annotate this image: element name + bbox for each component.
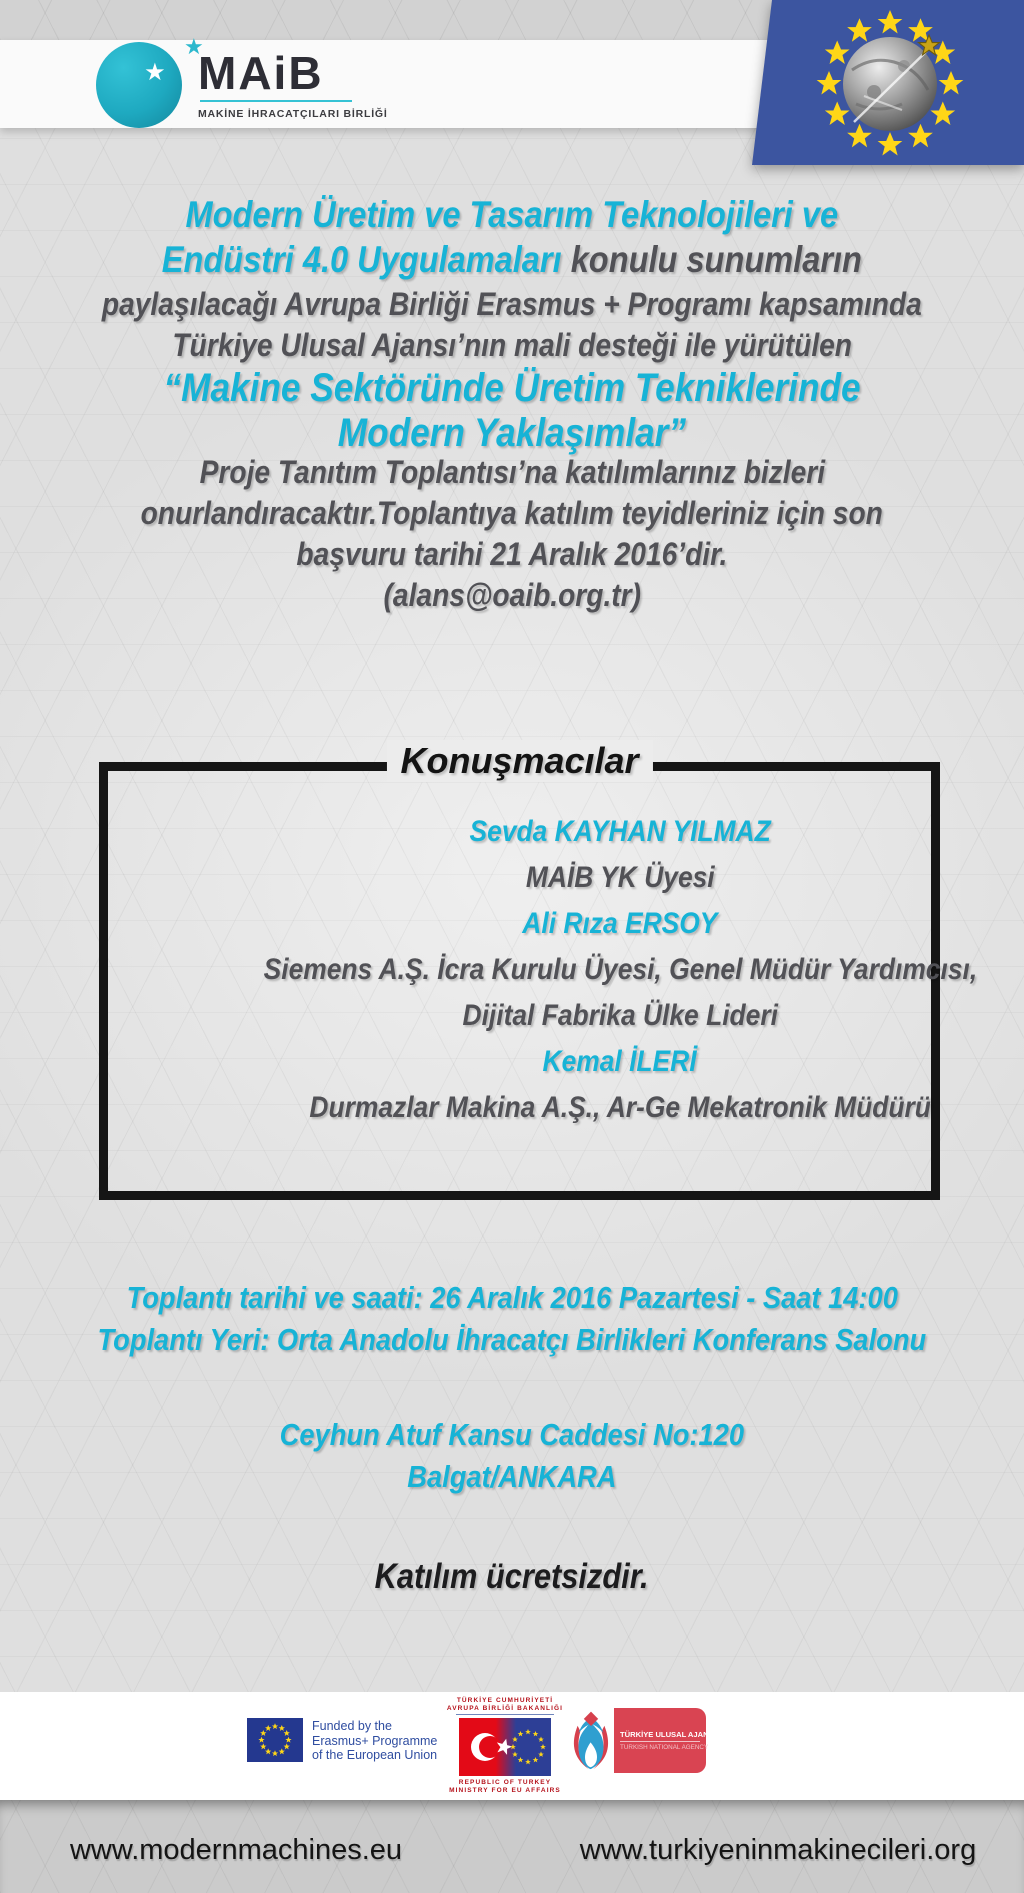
maib-divider (200, 100, 352, 102)
url-turkiyeninmakinecileri: www.turkiyeninmakinecileri.org (579, 1834, 977, 1866)
ministry-divider (456, 1714, 554, 1715)
tna-tulip-panel (568, 1708, 614, 1773)
speakers-list (108, 809, 977, 1131)
free-attendance-note: Katılım ücretsizdir. (375, 1557, 649, 1596)
meeting-datetime: Toplantı tarihi ve saati: 26 Aralık 2016 Pazartesi - Saat 14:00 (126, 1280, 898, 1315)
meeting-venue: Toplantı Yeri: Orta Anadolu İhracatçı Birlikleri Konferans Salonu (97, 1322, 927, 1357)
contact-email: (alans@oaib.org.tr) (383, 577, 641, 613)
turkish-national-agency-logo (568, 1708, 716, 1773)
tna-text-panel: TÜRKİYE ULUSAL AJANSI TURKISH NATIONAL AGENCY (614, 1708, 706, 1773)
maib-logo (96, 34, 388, 126)
meeting-address: Ceyhun Atuf Kansu Caddesi No:120 Balgat/ANKARA (279, 1417, 745, 1494)
meeting-datetime-venue (0, 1277, 1024, 1361)
speaker-name: Kemal İLERİ (542, 1045, 698, 1078)
turkey-eu-flag-icon (459, 1718, 551, 1776)
star-icon: ★ (144, 58, 166, 86)
speaker-role: MAİB YK Üyesi (525, 861, 715, 894)
erasmus-text: Funded by the Erasmus+ Programme of the European Union (312, 1719, 438, 1763)
speaker-role: Siemens A.Ş. İcra Kurulu Üyesi, Genel Müdür Yardımcısı, (263, 953, 977, 986)
ministry-eu-affairs-logo: TÜRKİYE CUMHURİYETİ AVRUPA BİRLİĞİ BAKANLIĞI REPUBLIC OF TURKEY MINISTRY FOR EU AFFAIRS (446, 1697, 564, 1794)
maib-globe-icon (96, 34, 204, 128)
speaker-name: Sevda KAYHAN YILMAZ (469, 815, 771, 848)
speakers-box-title: Konuşmacılar (386, 740, 652, 782)
star-icon: ★ (184, 34, 204, 59)
url-modernmachines: www.modernmachines.eu (69, 1834, 403, 1866)
maib-wordmark: MAiB (198, 47, 324, 99)
speakers-box (99, 740, 977, 1200)
speaker-role: Durmazlar Makina A.Ş., Ar-Ge Mekatronik Müdürü (309, 1091, 931, 1124)
intro-paragraph-2: Proje Tanıtım Toplantısı’na katılımlarınız bizleri onurlandıracaktır.Toplantıya katılım teyidleriniz için son başvuru tarihi 21 Aralık 2016’dir. (alans@oaib.org.tr) (0, 452, 1024, 616)
eu-stars-globe-icon (752, 0, 1024, 165)
speaker-role: Dijital Fabrika Ülke Lideri (462, 999, 778, 1032)
intro-heading: Modern Üretim ve Tasarım Teknolojileri ve Endüstri 4.0 Uygulamaları konulu sunumların (161, 194, 863, 280)
project-title: “Makine Sektöründe Üretim Tekniklerinde Modern Yaklaşımlar” (163, 366, 861, 455)
maib-subtext: MAKİNE İHRACATÇILARI BİRLİĞİ (198, 108, 388, 120)
tulip-figure-icon (570, 1711, 612, 1771)
eu-flag-icon (247, 1718, 303, 1762)
erasmus-funding-logo (247, 1718, 437, 1763)
intro-paragraph-1: paylaşılacağı Avrupa Birliği Erasmus + Programı kapsamında Türkiye Ulusal Ajansı’nın mali desteği ile yürütülen (102, 286, 922, 363)
speaker-name: Ali Rıza ERSOY (522, 907, 718, 940)
